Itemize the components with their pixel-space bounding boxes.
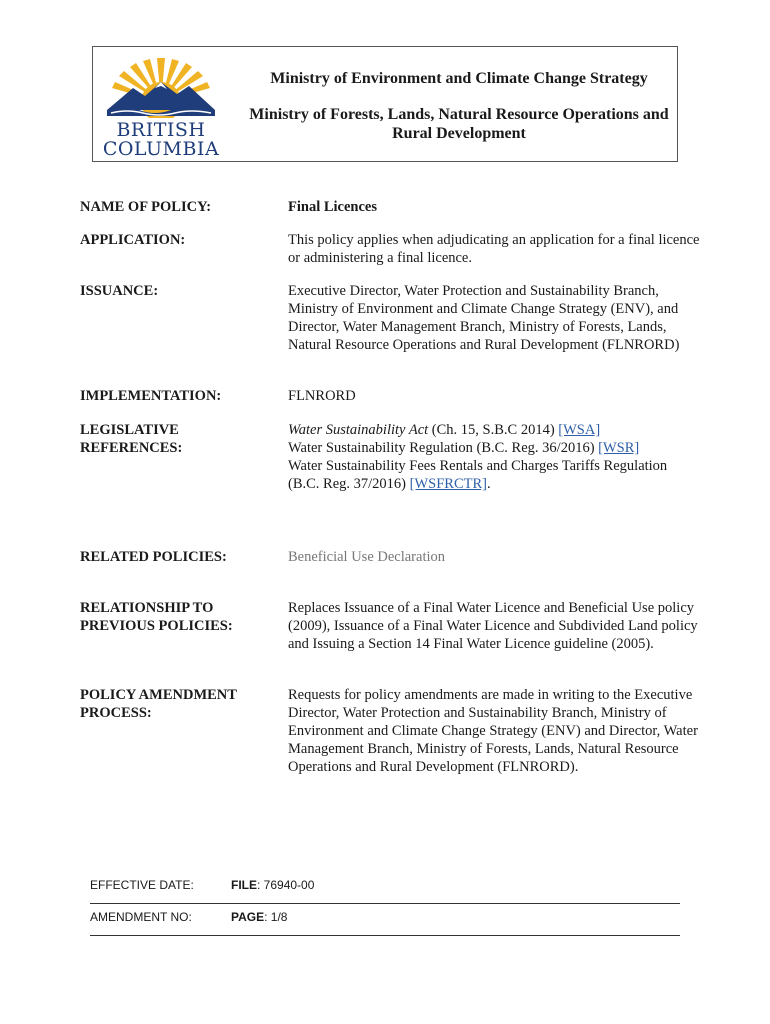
footer-row-effective xyxy=(90,875,680,904)
field-value: Replaces Issuance of a Final Water Licence and Beneficial Use policy (2009), Issuance of a Final Water Licence and Subdivided Land policy and Issuing a Section 14 Final Water Licence guideline (2005). xyxy=(288,600,698,652)
wsa-title: Water Sustainability Act xyxy=(288,422,429,438)
header-titles xyxy=(243,69,675,143)
field-value: Requests for policy amendments are made in writing to the Executive Director, Water Protection and Sustainability Branch, Ministry of Environment and Climate Change Strategy (ENV) and Director, Water Management Branch, Ministry of Forests, Lands, Natural Resource Operations and Rural Development (FLNRORD). xyxy=(288,687,698,775)
wsfrctr-citation: Water Sustainability Fees Rentals and Charges Tariffs Regulation (B.C. Reg. 37/2016) xyxy=(288,458,668,492)
field-label: RELATIONSHIP TO PREVIOUS POLICIES: xyxy=(80,600,233,634)
footer-row-amendment xyxy=(90,907,680,936)
page-key: PAGE xyxy=(231,910,265,924)
file-key: FILE xyxy=(231,878,257,892)
file-value: : 76940-00 xyxy=(257,878,315,892)
effective-date-label: EFFECTIVE DATE: xyxy=(90,878,194,892)
field-value: Beneficial Use Declaration xyxy=(288,549,446,565)
field-label: NAME OF POLICY: xyxy=(80,199,212,215)
page-value: : 1/8 xyxy=(264,910,288,924)
amendment-no-label: AMENDMENT NO: xyxy=(90,910,192,924)
field-value: This policy applies when adjudicating an application for a final licence or administering a final licence. xyxy=(288,232,700,266)
wsfrctr-link[interactable]: [WSFRCTR] xyxy=(409,476,487,492)
wsr-citation: Water Sustainability Regulation (B.C. Reg. 36/2016) xyxy=(288,440,599,456)
file-number xyxy=(231,878,314,892)
bc-sun-mountains-icon xyxy=(99,52,223,118)
ministry-title-env: Ministry of Environment and Climate Change Strategy xyxy=(270,70,648,87)
field-label: ISSUANCE: xyxy=(80,283,159,299)
wsa-citation: (Ch. 15, S.B.C 2014) xyxy=(428,422,559,438)
ministry-title-forests: Ministry of Forests, Lands, Natural Resource Operations and Rural Development xyxy=(249,106,669,142)
logo-text-columbia: COLUMBIA xyxy=(102,138,220,160)
logo-text-british: BRITISH xyxy=(116,119,206,141)
field-value: Executive Director, Water Protection and Sustainability Branch, Ministry of Environment and Climate Change Strategy (ENV), and Director, Water Management Branch, Ministry of Forests, Lands, Natural Resource Operations and Rural Development (FLNRORD) xyxy=(288,283,680,353)
wsr-link[interactable]: [WSR] xyxy=(598,440,640,456)
field-label: LEGISLATIVE REFERENCES: xyxy=(80,422,183,456)
field-value: Final Licences xyxy=(288,199,378,215)
field-label: IMPLEMENTATION: xyxy=(80,388,222,404)
field-label: POLICY AMENDMENT PROCESS: xyxy=(80,687,237,721)
field-label: APPLICATION: xyxy=(80,232,186,248)
field-label: RELATED POLICIES: xyxy=(80,549,227,565)
field-value: FLNRORD xyxy=(288,388,356,404)
field-value xyxy=(288,421,700,493)
wsa-link[interactable]: [WSA] xyxy=(558,422,601,438)
bc-logo xyxy=(99,52,223,160)
document-header xyxy=(92,46,678,162)
citation-end: . xyxy=(486,476,491,492)
page-number xyxy=(231,910,287,924)
